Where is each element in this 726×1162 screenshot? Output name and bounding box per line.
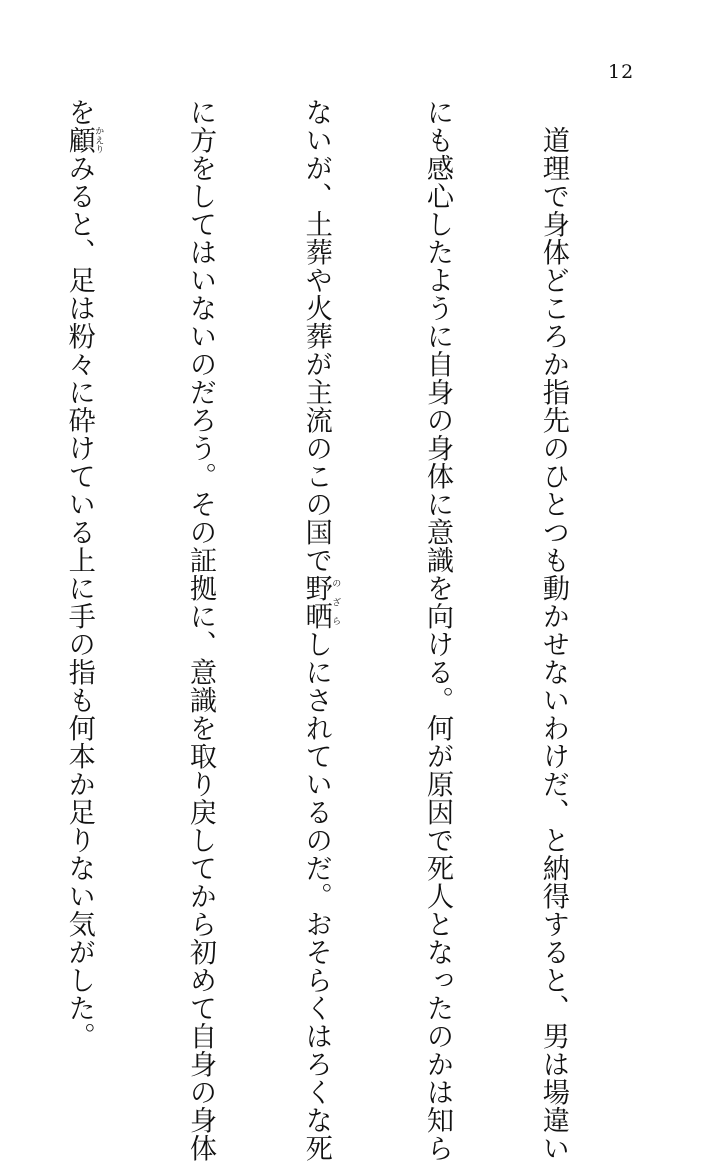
ruby-word: 顧かえり: [63, 126, 104, 154]
text-line: に方をしてはいないのだろう。その証拠に、意識を取り戻してから初めて自身の身体: [184, 98, 216, 1162]
text-line: 道理で身体どころか指先のひとつも動かせないわけだ、と納得すると、男は場違い: [537, 98, 569, 1162]
text-line: ないが、土葬や火葬が主流のこの国で野晒のざらしにされているのだ。おそらくはろくな死: [300, 98, 341, 1162]
page-number: 12: [608, 61, 635, 83]
vertical-text-body: [63, 98, 649, 1162]
text-line: を顧かえりみると、足は粉々に砕けている上に手の指も何本か足りない気がした。: [63, 98, 104, 1050]
text-line: にも感心したように自身の身体に意識を向ける。何が原因で死人となったのかは知ら: [422, 98, 454, 1162]
ruby-word: 野晒のざら: [300, 574, 341, 630]
